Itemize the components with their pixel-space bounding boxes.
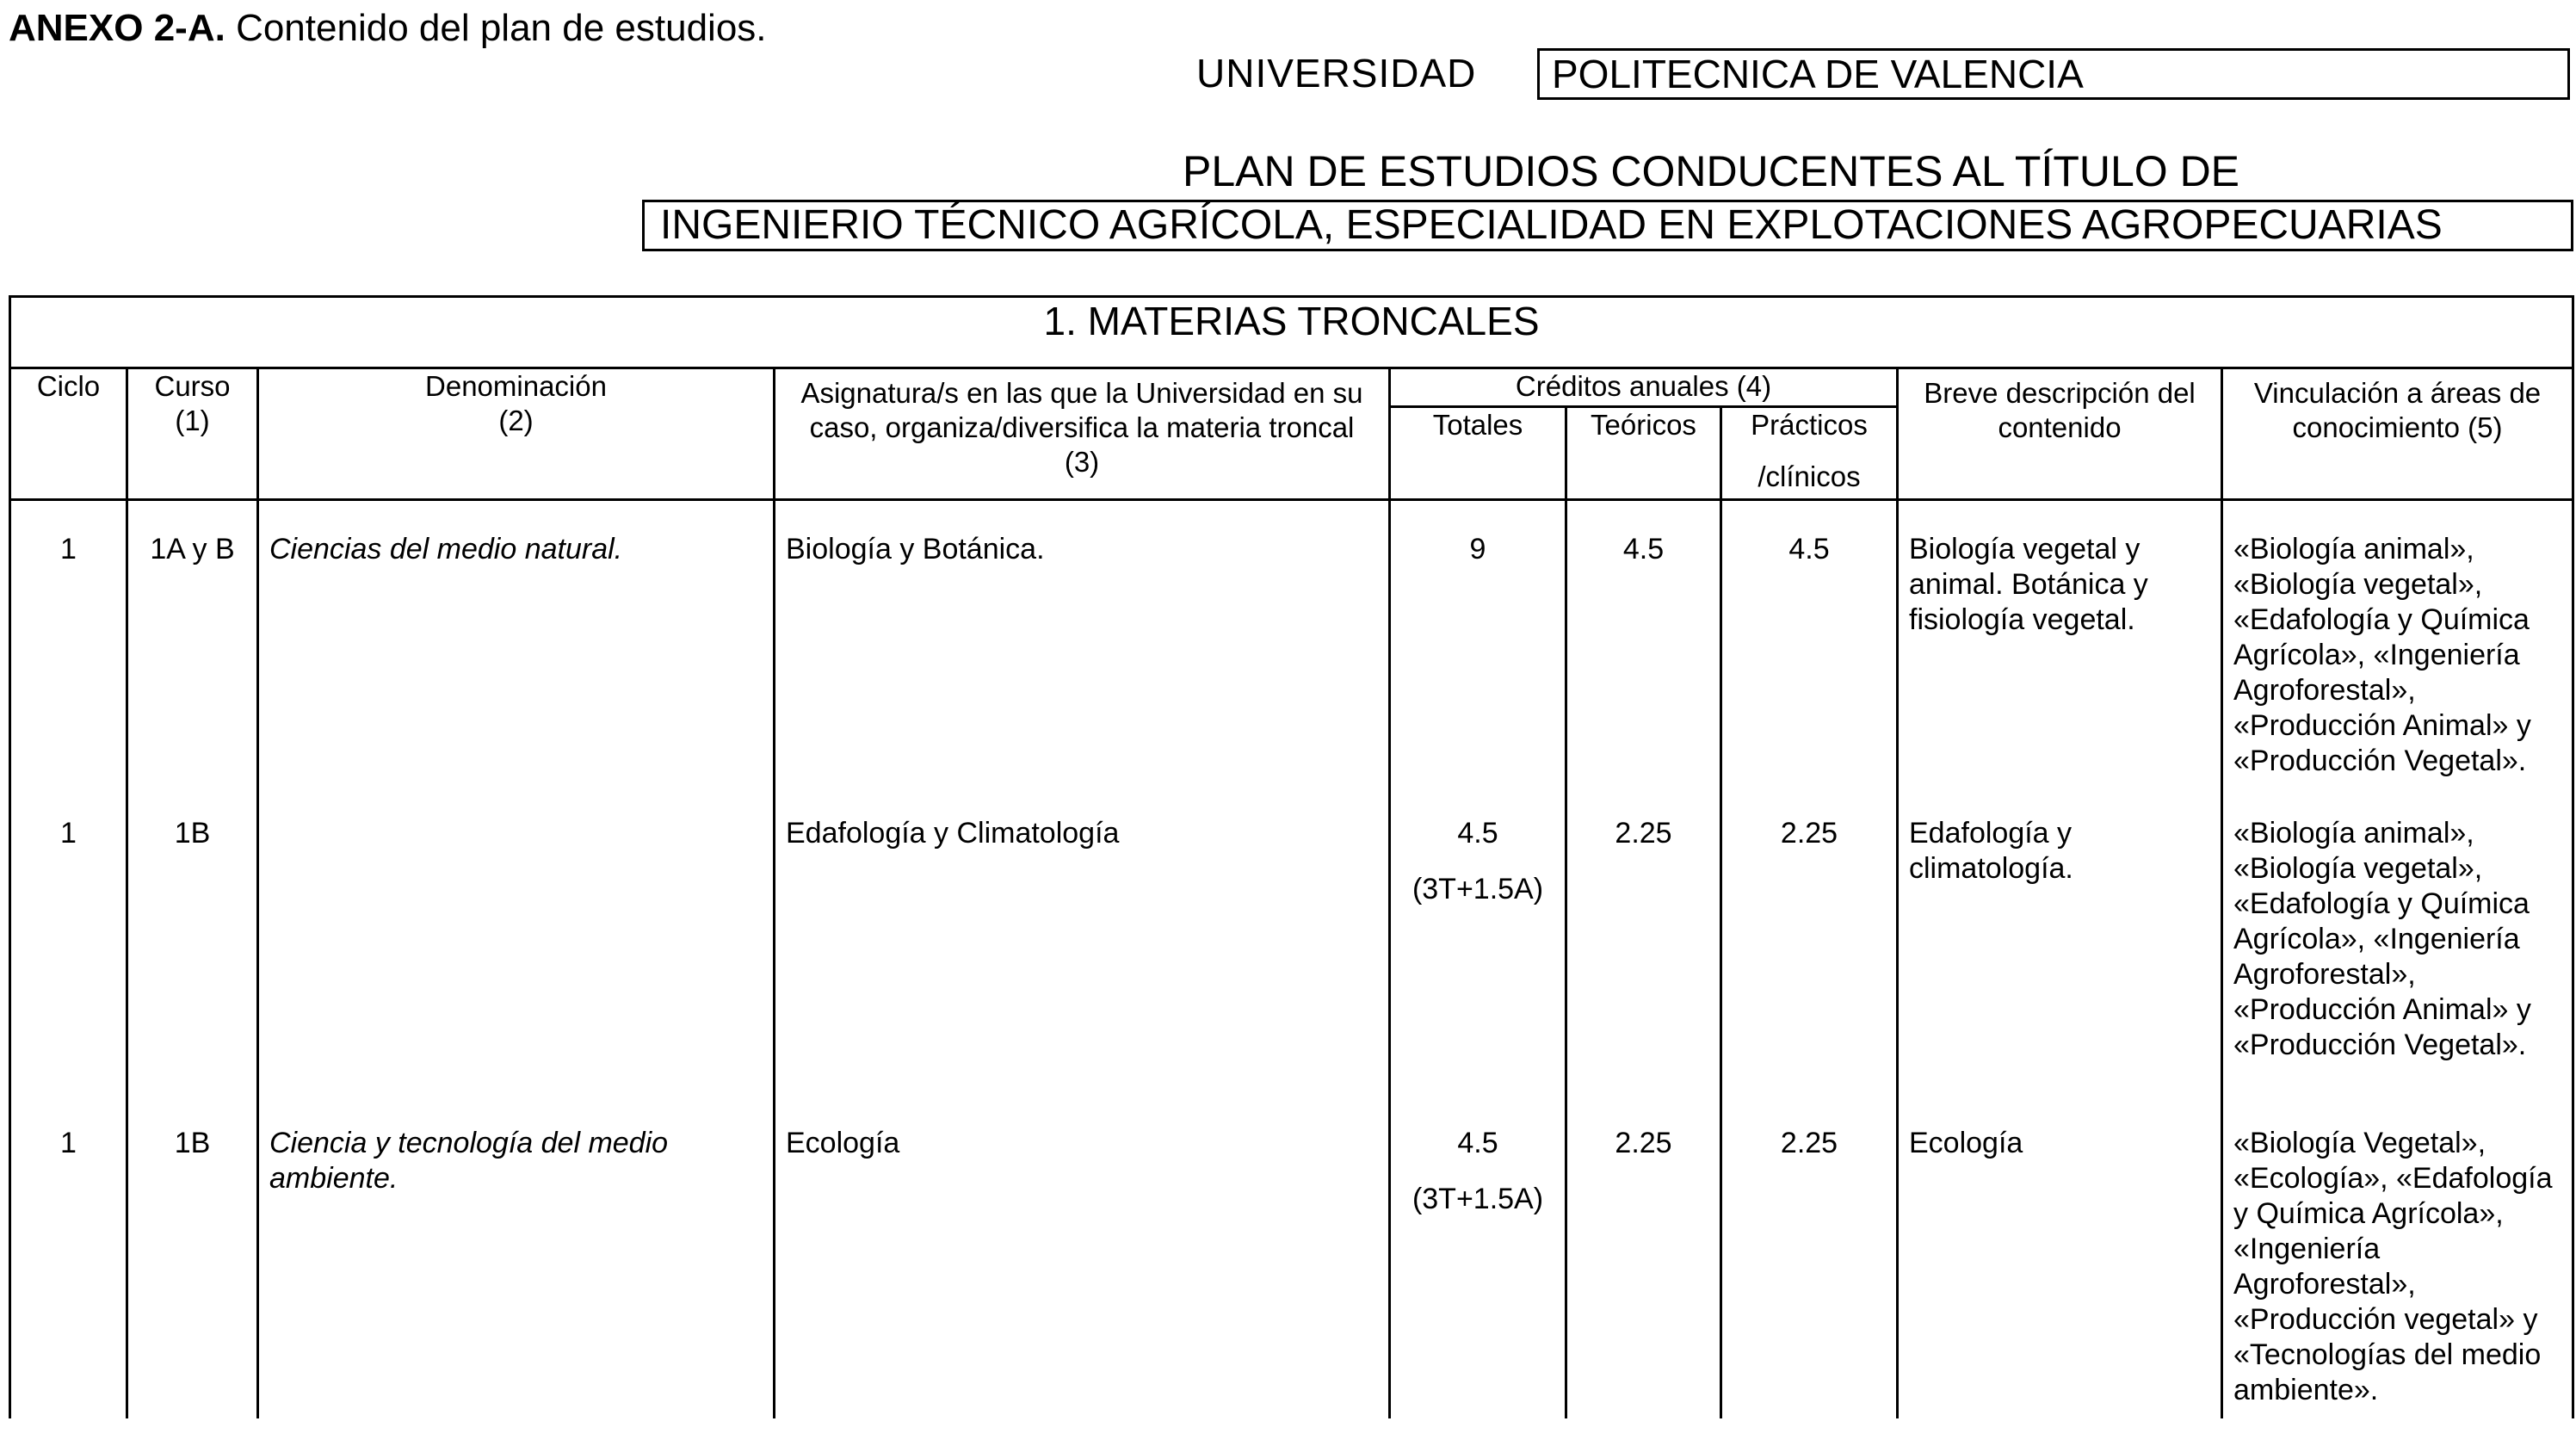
cell-totales-breakdown: (3T+1.5A) <box>1412 1183 1544 1215</box>
cell-asignatura: Edafología y Climatología <box>775 807 1390 1117</box>
cell-ciclo: 1 <box>10 807 127 1117</box>
cell-practicos: 2.25 <box>1721 1117 1898 1418</box>
header-creditos: Créditos anuales (4) <box>1390 368 1898 407</box>
header-teoricos: Teóricos <box>1566 407 1721 500</box>
header-totales: Totales <box>1390 407 1566 500</box>
header-curso-note: (1) <box>175 405 210 436</box>
header-descripcion: Breve descripción del contenido <box>1898 368 2222 500</box>
header-practicos-label: Prácticos <box>1751 409 1868 441</box>
cell-ciclo: 1 <box>10 1117 127 1418</box>
cell-teoricos: 4.5 <box>1566 500 1721 808</box>
cell-descripcion: Biología vegetal y animal. Botánica y fisiología vegetal. <box>1898 500 2222 808</box>
cell-asignatura: Ecología <box>775 1117 1390 1418</box>
cell-vinculacion: «Biología Vegetal», «Ecología», «Edafología y Química Agrícola», «Ingeniería Agroforestal», «Producción vegetal» y «Tecnologías del medio ambiente». <box>2222 1117 2573 1418</box>
cell-curso: 1A y B <box>127 500 258 808</box>
cell-denominacion <box>258 807 775 1117</box>
plan-line: PLAN DE ESTUDIOS CONDUCENTES AL TÍTULO DE <box>1183 147 2240 195</box>
table-row <box>10 807 2573 1117</box>
university-name-box: POLITECNICA DE VALENCIA <box>1537 48 2570 100</box>
degree-title-box: INGENIERIO TÉCNICO AGRÍCOLA, ESPECIALIDAD EN EXPLOTACIONES AGROPECUARIAS <box>642 200 2573 251</box>
cell-totales-value: 9 <box>1469 533 1486 565</box>
cell-teoricos: 2.25 <box>1566 1117 1721 1418</box>
cell-totales-value: 4.5 <box>1457 1127 1498 1159</box>
header-denominacion <box>258 368 775 500</box>
header-curso <box>127 368 258 500</box>
cell-descripcion: Ecología <box>1898 1117 2222 1418</box>
cell-curso: 1B <box>127 1117 258 1418</box>
header-denominacion-label: Denominación <box>425 370 607 402</box>
header-ciclo: Ciclo <box>10 368 127 500</box>
cell-totales <box>1390 500 1566 808</box>
subjects-table <box>9 295 2574 1418</box>
cell-totales <box>1390 807 1566 1117</box>
table-row <box>10 1117 2573 1418</box>
annex-text: Contenido del plan de estudios. <box>236 7 767 49</box>
cell-asignatura: Biología y Botánica. <box>775 500 1390 808</box>
annex-heading <box>9 7 767 50</box>
table-row <box>10 500 2573 808</box>
annex-label: ANEXO 2-A. <box>9 7 225 49</box>
header-curso-label: Curso <box>154 370 231 402</box>
cell-totales <box>1390 1117 1566 1418</box>
cell-denominacion: Ciencias del medio natural. <box>258 500 775 808</box>
section-title: 1. MATERIAS TRONCALES <box>10 297 2573 368</box>
cell-practicos: 4.5 <box>1721 500 1898 808</box>
cell-descripcion: Edafología y climatología. <box>1898 807 2222 1117</box>
university-label: UNIVERSIDAD <box>1196 51 1477 96</box>
cell-teoricos: 2.25 <box>1566 807 1721 1117</box>
cell-totales-breakdown: (3T+1.5A) <box>1412 873 1544 905</box>
cell-practicos: 2.25 <box>1721 807 1898 1117</box>
cell-vinculacion: «Biología animal», «Biología vegetal», «Edafología y Química Agrícola», «Ingeniería Agroforestal», «Producción Animal» y «Producción Vegetal». <box>2222 500 2573 808</box>
cell-ciclo: 1 <box>10 500 127 808</box>
cell-totales-value: 4.5 <box>1457 817 1498 850</box>
cell-vinculacion: «Biología animal», «Biología vegetal», «Edafología y Química Agrícola», «Ingeniería Agroforestal», «Producción Animal» y «Producción Vegetal». <box>2222 807 2573 1117</box>
header-practicos <box>1721 407 1898 500</box>
header-vinculacion: Vinculación a áreas de conocimiento (5) <box>2222 368 2573 500</box>
cell-curso: 1B <box>127 807 258 1117</box>
header-asignatura: Asignatura/s en las que la Universidad en su caso, organiza/diversifica la materia troncal (3) <box>775 368 1390 500</box>
cell-denominacion: Ciencia y tecnología del medio ambiente. <box>258 1117 775 1418</box>
header-denominacion-note: (2) <box>498 405 534 436</box>
header-practicos-sub: /clínicos <box>1757 460 1861 492</box>
